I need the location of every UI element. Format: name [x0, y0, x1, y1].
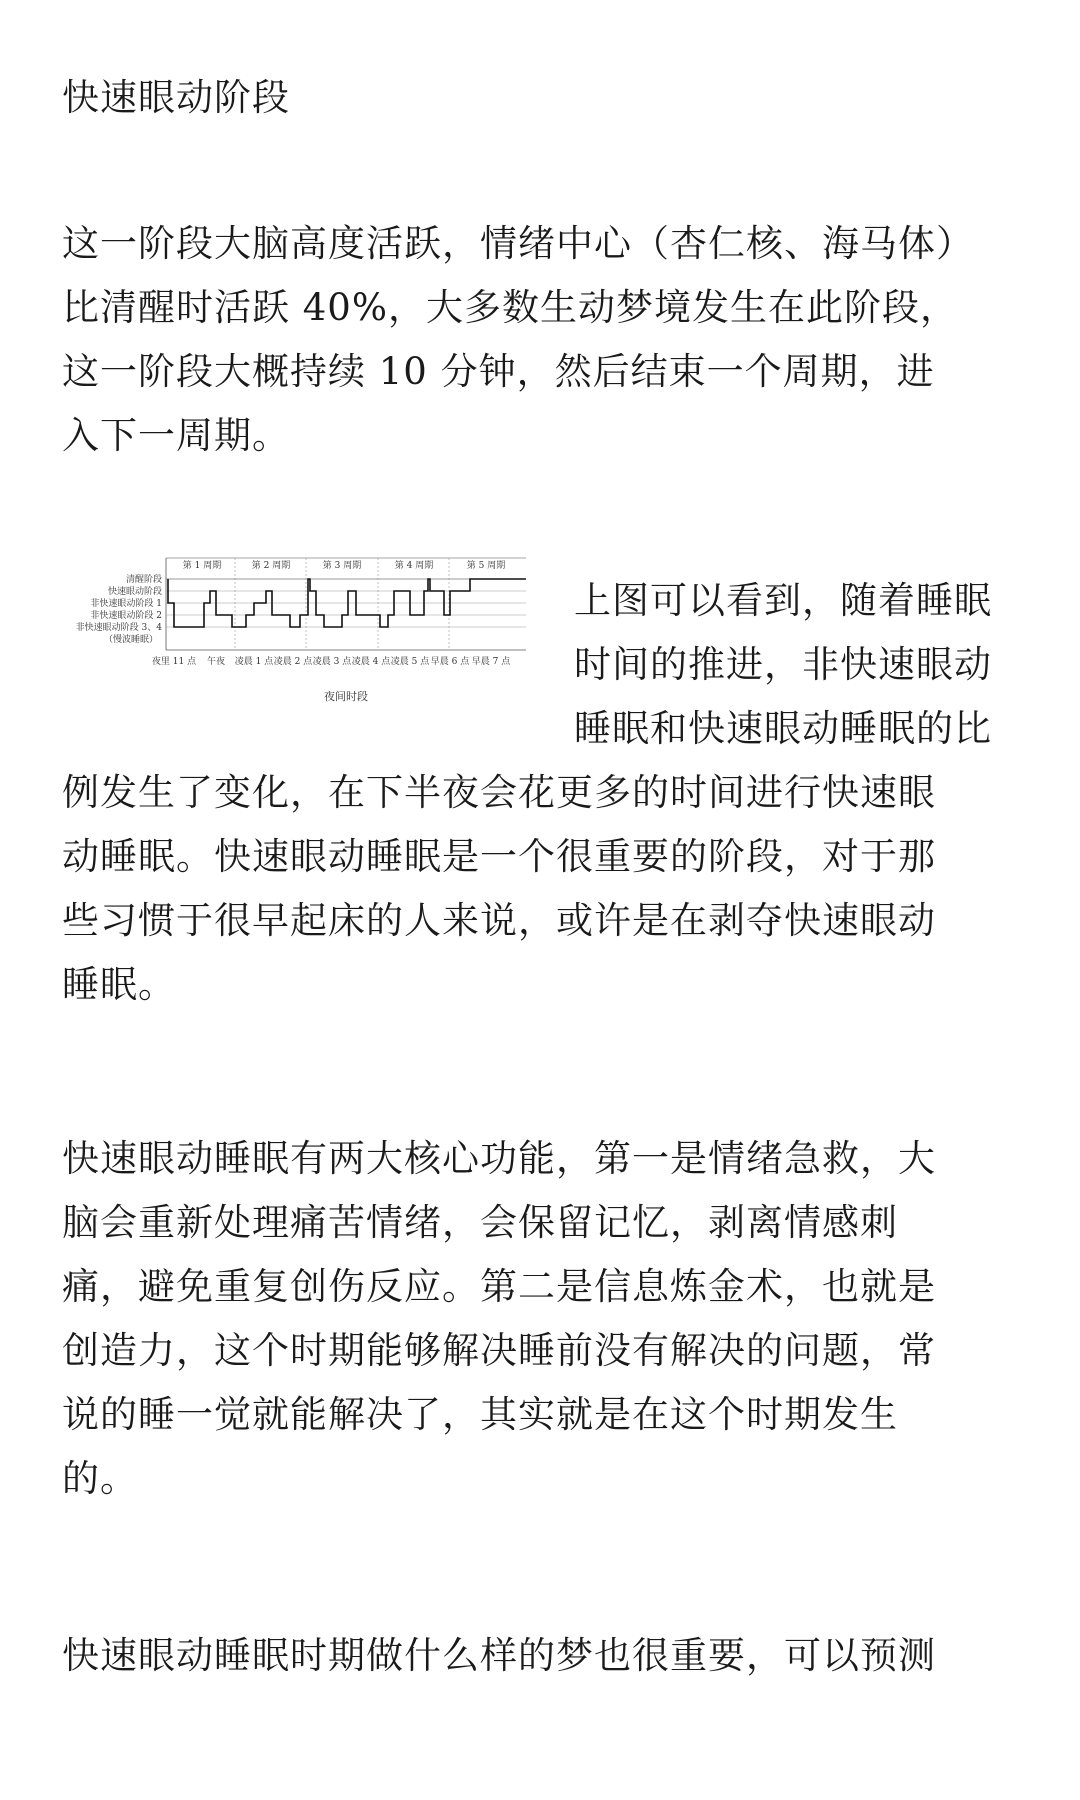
text-line: 快速眼动睡眠有两大核心功能，第一是情绪急救，大 [62, 1137, 936, 1180]
text-line: 动睡眠。快速眼动睡眠是一个很重要的阶段，对于那 [62, 835, 936, 878]
paragraph-rem-functions [62, 1127, 1032, 1511]
paragraph-rem-description [62, 212, 1032, 468]
text-line: 例发生了变化，在下半夜会花更多的时间进行快速眼 [62, 771, 936, 814]
y-label: 快速眼动阶段 [107, 587, 162, 597]
text-line: 的。 [62, 1457, 138, 1500]
section-heading: 快速眼动阶段 [62, 76, 290, 119]
text-line: 比清醒时活跃 40%，大多数生动梦境发生在此阶段， [62, 286, 958, 329]
text-line: 这一阶段大概持续 10 分钟，然后结束一个周期，进 [62, 350, 935, 393]
cycle-label: 第 1 周期 [182, 561, 222, 571]
cycle-label: 第 2 周期 [251, 561, 291, 571]
x-tick: 凌晨 3 点 [312, 657, 352, 667]
paragraph-figure-explanation [62, 761, 1032, 1017]
text-line: 这一阶段大脑高度活跃，情绪中心（杏仁核、海马体） [62, 222, 974, 265]
x-tick: 夜里 11 点 [151, 657, 197, 667]
cycle-label: 第 5 周期 [466, 561, 506, 571]
y-label: 非快速眼动阶段 1 [90, 599, 162, 609]
x-tick: 早晨 6 点 [430, 657, 470, 667]
text-line: 创造力，这个时期能够解决睡前没有解决的问题，常 [62, 1329, 936, 1372]
y-label: 非快速眼动阶段 2 [90, 611, 162, 621]
x-tick: 凌晨 5 点 [390, 657, 430, 667]
cycle-label: 第 3 周期 [322, 561, 362, 571]
text-line: 快速眼动睡眠时期做什么样的梦也很重要，可以预测 [62, 1634, 936, 1677]
paragraph-dreams [62, 1624, 1032, 1688]
sleep-cycle-figure [75, 548, 536, 744]
cycle-label: 第 4 周期 [394, 561, 434, 571]
y-label: （慢波睡眠） [103, 635, 158, 645]
text-line: 些习惯于很早起床的人来说，或许是在剥夺快速眼动 [62, 899, 936, 942]
sleep-cycle-chart [75, 548, 536, 744]
text-line: 痛，避免重复创伤反应。第二是信息炼金术，也就是 [62, 1265, 936, 1308]
text-line: 上图可以看到，随着睡眠 [574, 579, 992, 622]
x-axis-title: 夜间时段 [324, 690, 368, 703]
text-line: 说的睡一觉就能解决了，其实就是在这个时期发生 [62, 1393, 898, 1436]
figure-caption-text [574, 569, 1034, 761]
y-label: 非快速眼动阶段 3、4 [75, 623, 162, 633]
text-line: 时间的推进，非快速眼动 [574, 643, 992, 686]
text-line: 脑会重新处理痛苦情绪，会保留记忆，剥离情感刺 [62, 1201, 898, 1244]
text-line: 睡眠和快速眼动睡眠的比 [574, 707, 992, 750]
x-tick: 早晨 7 点 [471, 657, 511, 667]
x-tick: 午夜 [206, 657, 226, 667]
x-tick: 凌晨 1 点 [234, 657, 274, 667]
x-tick: 凌晨 4 点 [351, 657, 391, 667]
x-tick: 凌晨 2 点 [273, 657, 313, 667]
text-line: 睡眠。 [62, 963, 176, 1006]
y-label: 清醒阶段 [125, 575, 162, 585]
text-line: 入下一周期。 [62, 414, 290, 457]
